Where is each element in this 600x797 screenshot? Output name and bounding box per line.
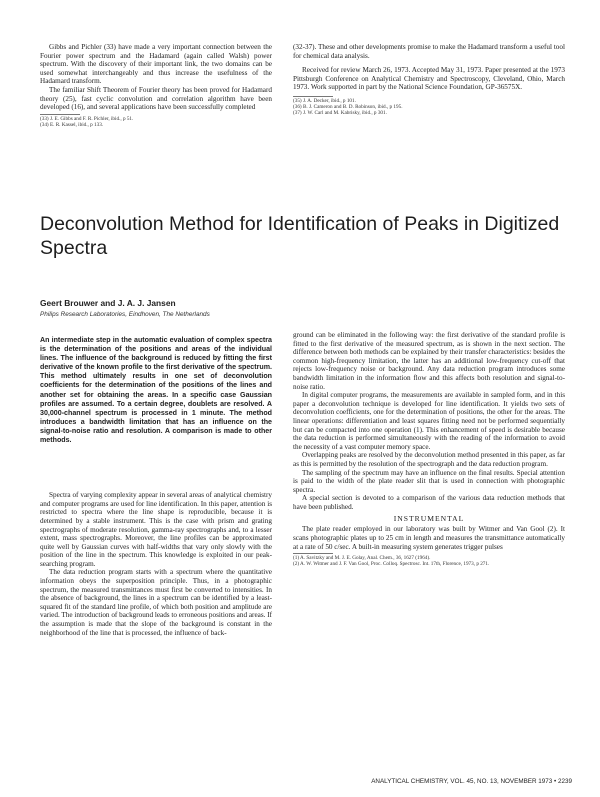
abstract: An intermediate step in the automatic evaluation of complex spectra is the determination of the positions and areas of the individual lines. The influence of the background is reduced by fitting the first derivative of the known profile to the first derivative of the spectrum. This method ultimately results in one set of deconvolution coefficients for the determination of the positions of the lines and another set for obtaining the areas. In a specific case Gaussian profiles are assumed. To a certain degree, doublets are resolved. A 30,000-channel spectrum is processed in 1 minute. The method introduces a bandwidth limitation that has an influence on the signal-to-noise ratio and resolution. A comparison is made to other methods. [40, 336, 272, 445]
article-title: Deconvolution Method for Identification of Peaks in Digitized Spectra [40, 213, 560, 259]
body-right-paragraph-1: ground can be eliminated in the following way: the first derivative of the standard profile is fitted to the first derivative of the measured spectrum, as is shown in the next section. The difference between both methods can be explained by their transfer characteristics: besides the common high-frequency limitation, the latter has an additional low-frequency cut-off that rejects low-frequency noise or background. Any data reduction program introduces some bandwidth limitation in the information flow and this affects both resolution and signal-to-noise ratio. [293, 331, 565, 391]
top-right-paragraph-1: (32-37). These and other developments promise to make the Hadamard transform a useful tool for chemical data analysis. [293, 43, 565, 60]
body-right-paragraph-4: The sampling of the spectrum may have an influence on the final results. Special attention is paid to the width of the plate reader slit that is used in connection with photographic spectra. [293, 468, 565, 494]
article-authors: Geert Brouwer and J. A. J. Jansen [40, 298, 176, 308]
body-footnote-1: (1) A. Savitzky and M. J. E. Golay, Anal. Chem., 36, 1627 (1964). [293, 555, 431, 562]
top-left-paragraph-2: The familiar Shift Theorem of Fourier theory has been proved for Hadamard theory (25), fast cyclic convolution and correlation algorithm have been developed (16), and several applications have been successfully completed [40, 85, 272, 112]
top-left-footnote-1: (33) J. E. Gibbs and F. R. Pichler, ibid., p 51. [40, 115, 134, 122]
top-right-footnote-2: (36) B. J. Cameron and B. D. Robinson, ibid., p 195. [293, 104, 403, 111]
body-left-paragraph-1: Spectra of varying complexity appear in several areas of analytical chemistry and computer programs are used for line identification. In this paper, attention is restricted to spectra where the line shape is reproducible, because it is determined by a stable instrument. This is the case with prism and grating spectrographs of moderate resolution, gamma-ray spectrographs and, to a lesser extent, mass spectrographs. Moreover, the line profiles can be approximated quite well by Gaussian curves with half-widths that vary only slowly with the position of the line in the spectrum. This knowledge is exploited in our peak-searching program. [40, 491, 272, 568]
body-right-paragraph-2: In digital computer programs, the measurements are available in sampled form, and in this paper a deconvolution technique is developed for line identification. It yields two sets of deconvolution coefficients, one for the determination of positions, the other for the areas. The linear operations: differentiation and least squares fitting need not be performed sequentially but can be compacted into one operation (1). This enhancement of speed is desirable because the data reduction is performed simultaneously with the reading of the information to avoid the necessity of a vast computer memory space. [293, 391, 565, 451]
body-footnote-rule [293, 553, 333, 554]
body-right-paragraph-5: A special section is devoted to a comparison of the various data reduction methods that have been published. [293, 494, 565, 511]
right-column [293, 331, 565, 568]
body-left-paragraph-2: The data reduction program starts with a spectrum where the quantitative information obeys the superposition principle. Thus, in a photographic spectrum, the measured transmittances must first be converted to intensities. In the absence of background, the lines in a spectrum can be identified by a least-squared fit of the standard line profile, of which both position and amplitude are varied. The introduction of background leads to erroneous positions and areas. If the assumption is made that the slope of the background is constant in the neighborhood of the line that is processed, the influence of back- [40, 568, 272, 637]
body-footnote-2: (2) A. W. Witmer and J. F. Van Gool, Proc. Colloq. Spectrosc. Int. 17th, Florence, 1973, p 271. [293, 561, 490, 568]
top-right-footnote-1: (35) J. A. Decker, ibid., p 101. [293, 97, 356, 104]
running-footer: ANALYTICAL CHEMISTRY, VOL. 45, NO. 13, NOVEMBER 1973 • 2239 [371, 778, 572, 785]
top-left-paragraph-1: Gibbs and Pichler (33) have made a very important connection between the Fourier power spectrum and the Hadamard (again called Walsh) power spectrum. With the discovery of their important link, the two domains can be used somewhat interchangeably and thus increase the usefulness of the Hadamard transform. [40, 43, 272, 86]
top-right-footnote-rule [293, 96, 333, 97]
top-left-column [40, 43, 272, 128]
abstract-gap [40, 445, 272, 491]
body-right-paragraph-3: Overlapping peaks are resolved by the deconvolution method presented in this paper, as far as this is permitted by the resolution of the spectrograph and the data reduction program. [293, 451, 565, 468]
top-left-footnote-2: (34) E. R. Kassel, ibid., p 133. [40, 121, 104, 128]
section-heading-instrumental: INSTRUMENTAL [393, 514, 465, 524]
top-left-footnote-rule [40, 114, 80, 115]
top-right-column [293, 43, 565, 117]
instrumental-paragraph: The plate reader employed in our laboratory was built by Witmer and Van Gool (2). It scans photographic plates up to 25 cm in length and measures the transmittance automatically at a rate of 50 c/sec. A built-in measuring system generates trigger pulses [293, 525, 565, 551]
article-affiliation: Philips Research Laboratories, Eindhoven, The Netherlands [40, 311, 210, 318]
top-right-footnote-3: (37) J. W. Carl and M. Kabrisky, ibid., p 301. [293, 110, 387, 117]
received-note: Received for review March 26, 1973. Accepted May 31, 1973. Paper presented at the 1973 Pittsburgh Conference on Analytical Chemistry and Spectroscopy, Cleveland, Ohio, March 1973. Work supported in part by the National Science Foundation, GP-36575X. [293, 66, 565, 92]
left-column [40, 336, 272, 637]
